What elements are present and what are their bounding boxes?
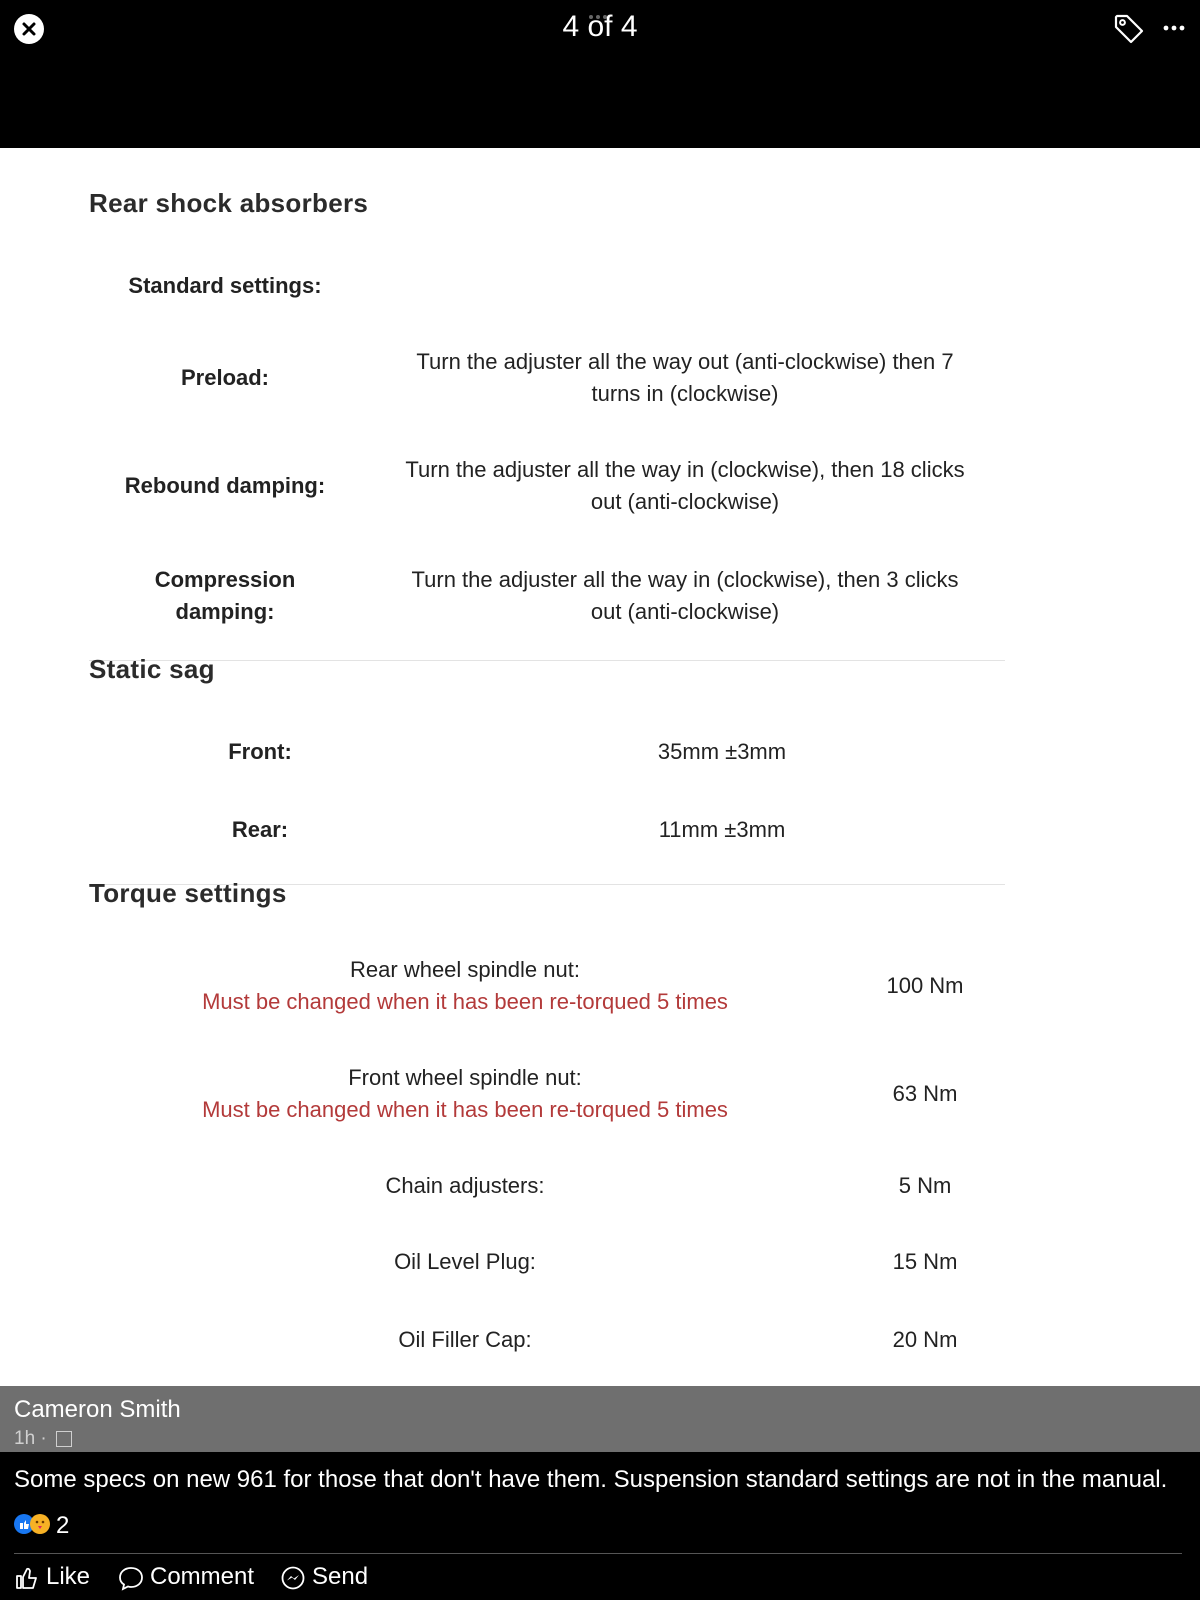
post-meta [14, 1428, 72, 1450]
post-caption: Some specs on new 961 for those that don't have them. Suspension standard settings are not in the manual. [14, 1466, 1168, 1493]
compression-value: Turn the adjuster all the way in (clockwise), then 3 clicks out (anti-clockwise) [411, 567, 959, 624]
messenger-icon [280, 1565, 306, 1591]
compression-label: Compression damping: [154, 567, 296, 624]
standard-settings-label: Standard settings: [128, 273, 322, 298]
torque-row-value: 63 Nm [892, 1081, 958, 1106]
section-divider [89, 660, 1005, 661]
torque-row-label: Oil Filler Cap: [398, 1327, 532, 1352]
post-time: 1h · [14, 1428, 47, 1449]
static-sag-heading: Static sag [89, 654, 215, 684]
more-options-button[interactable] [1160, 14, 1190, 40]
preload-value: Turn the adjuster all the way out (anti-clockwise) then 7 turns in (clockwise) [416, 349, 954, 406]
torque-row-value: 20 Nm [892, 1327, 958, 1352]
photo-content [0, 148, 1200, 1386]
torque-row-value: 100 Nm [886, 973, 964, 998]
comment-icon [118, 1565, 144, 1591]
front-sag-value: 35mm ±3mm [657, 739, 787, 764]
thumbs-up-icon [14, 1565, 40, 1591]
tag-icon [1112, 12, 1146, 46]
actions-divider [14, 1553, 1182, 1554]
post-header [0, 1386, 1200, 1452]
torque-row-note: Must be changed when it has been re-torqued 5 times [202, 1097, 728, 1122]
rebound-label: Rebound damping: [124, 473, 326, 498]
torque-row-label: Front wheel spindle nut: Must be changed when it has been re-torqued 5 times [160, 1062, 770, 1126]
torque-row-value: 5 Nm [898, 1173, 952, 1198]
tag-button[interactable] [1112, 12, 1146, 46]
rear-sag-value: 11mm ±3mm [658, 817, 786, 842]
author-name[interactable]: Cameron Smith [14, 1396, 181, 1423]
photo-counter: 4 of 4 [562, 10, 638, 43]
torque-row-note: Must be changed when it has been re-torqued 5 times [202, 989, 728, 1014]
care-reaction-icon [30, 1514, 50, 1534]
front-sag-label: Front: [228, 739, 292, 764]
torque-row-label: Rear wheel spindle nut: Must be changed when it has been re-torqued 5 times [160, 954, 770, 1018]
audience-icon [56, 1431, 72, 1447]
torque-row-label: Oil Level Plug: [394, 1249, 536, 1274]
torque-row-label: Chain adjusters: [385, 1173, 545, 1198]
preload-label: Preload: [180, 365, 270, 390]
torque-row-value: 15 Nm [892, 1249, 958, 1274]
rear-sag-label: Rear: [231, 817, 289, 842]
rear-shock-heading: Rear shock absorbers [89, 188, 369, 218]
more-icon [1160, 14, 1190, 40]
reaction-count: 2 [56, 1512, 70, 1539]
torque-heading: Torque settings [89, 878, 287, 908]
rebound-value: Turn the adjuster all the way in (clockwise), then 18 clicks out (anti-clockwise) [405, 457, 965, 514]
viewer-top-bar [0, 0, 1200, 148]
